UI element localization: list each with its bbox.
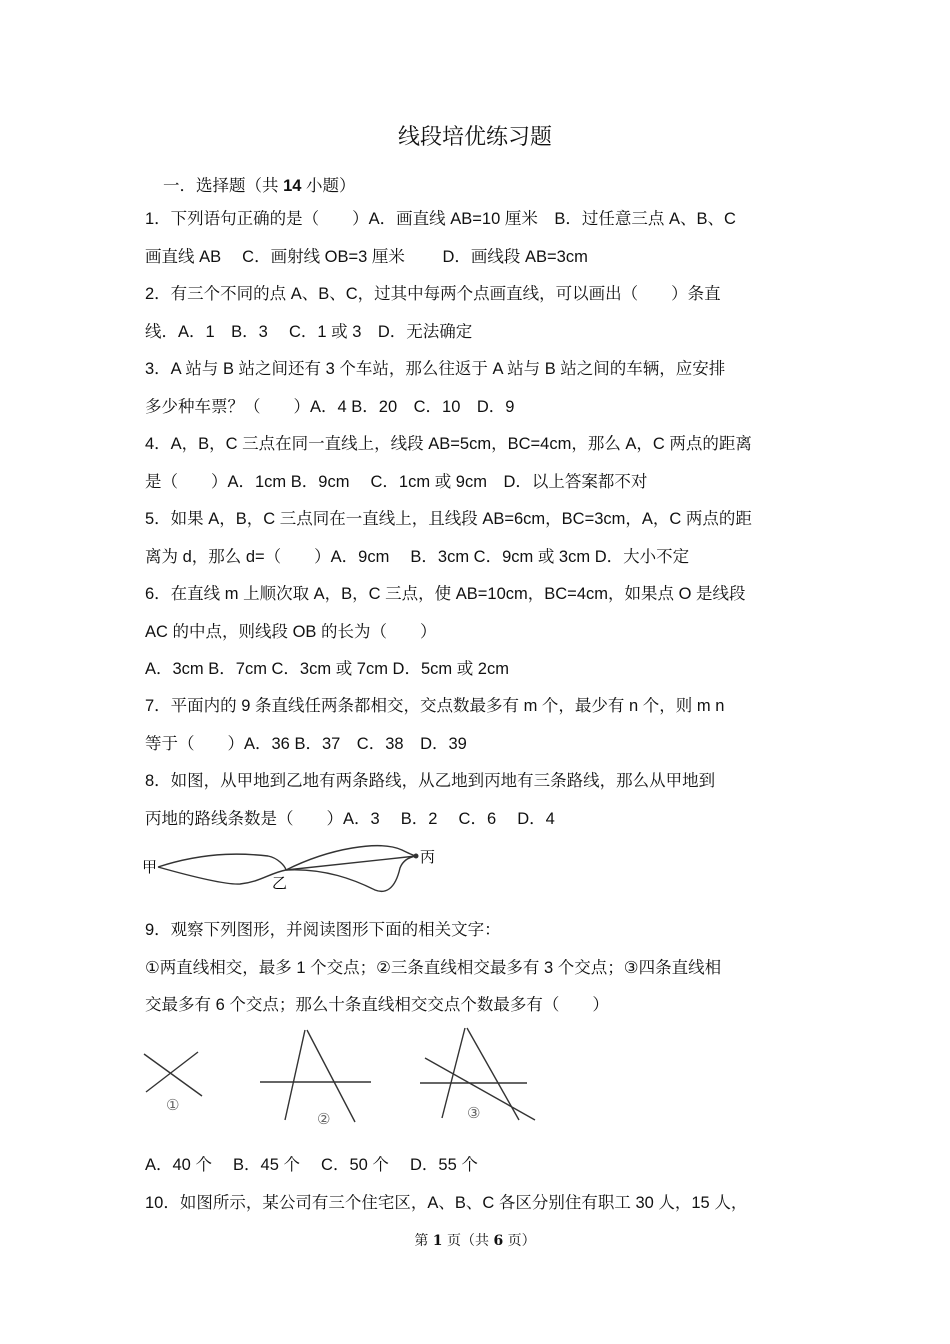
question-line: A．40 个 B．45 个 C．50 个 D．55 个	[145, 1156, 478, 1174]
question-line: 9．观察下列图形，并阅读图形下面的相关文字：	[145, 921, 501, 939]
question-line: 等于（ ）A．36 B．37 C．38 D．39	[145, 734, 467, 753]
figure-label-3: ③	[467, 1105, 481, 1122]
question-line: 5．如果 A，B，C 三点同在一直线上，且线段 AB=6cm，BC=3cm，A，C 两点的距	[145, 510, 752, 528]
question-line: 7．平面内的 9 条直线任两条都相交，交点数最多有 m 个，最少有 n 个，则 m n	[145, 697, 725, 715]
question-9-options	[145, 1147, 810, 1185]
question-line: 画直线 AB C．画射线 OB=3 厘米 D．画线段 AB=3cm	[145, 247, 588, 266]
question-line: 10．如图所示，某公司有三个住宅区，A、B、C 各区分别住有职工 30 人，15 人，	[145, 1194, 748, 1212]
question-8	[145, 763, 810, 838]
question-line: A．3cm B．7cm C．3cm 或 7cm D．5cm 或 2cm	[145, 660, 509, 678]
figure-label-2: ②	[317, 1111, 331, 1128]
question-line: 3．A 站与 B 站之间还有 3 个车站，那么往返于 A 站与 B 站之间的车辆，应安排	[145, 360, 726, 378]
question-line: 交最多有 6 个交点；那么十条直线相交交点个数最多有（ ）	[145, 996, 609, 1014]
page-footer: 第 1 页（共 6 页）	[414, 1233, 536, 1249]
question-line: 6．在直线 m 上顺次取 A，B，C 三点，使 AB=10cm，BC=4cm，如果点 O 是线段	[145, 585, 746, 603]
label-bing: 丙	[420, 848, 436, 866]
question-5	[145, 501, 810, 576]
section-heading: 一．选择题（共 14 小题）	[163, 177, 356, 195]
question-line: 离为 d，那么 d=（ ）A．9cm B．3cm C．9cm 或 3cm D．大小不定	[145, 547, 690, 566]
lines-figure-2	[255, 1028, 375, 1128]
question-line: AC 的中点，则线段 OB 的长为（ ）	[145, 622, 437, 641]
figure-label-1: ①	[166, 1097, 180, 1114]
question-1	[145, 201, 810, 276]
question-line: 1．下列语句正确的是（ ）A．画直线 AB=10 厘米 B．过任意三点 A、B、C	[145, 210, 736, 228]
question-3	[145, 351, 810, 426]
question-line: 2．有三个不同的点 A、B、C，过其中每两个点画直线，可以画出（ ）条直	[145, 285, 721, 303]
question-10	[145, 1185, 810, 1223]
question-line: 丙地的路线条数是（ ）A．3 B．2 C．6 D．4	[145, 809, 555, 828]
lines-figure-1	[140, 1050, 210, 1120]
page-title: 线段培优练习题	[397, 125, 552, 150]
label-yi: 乙	[272, 874, 288, 892]
question-line: 线．A．1 B．3 C．1 或 3 D．无法确定	[145, 322, 473, 341]
bing-point	[414, 854, 419, 859]
question-line: ①两直线相交，最多 1 个交点；②三条直线相交最多有 3 个交点；③四条直线相	[145, 958, 722, 977]
question-line: 是（ ）A．1cm B．9cm C．1cm 或 9cm D．以上答案都不对	[145, 472, 648, 491]
question-4	[145, 426, 810, 501]
question-9	[145, 912, 810, 1025]
question-line: 4．A，B，C 三点在同一直线上，线段 AB=5cm，BC=4cm，那么 A，C 两点的距离	[145, 435, 752, 453]
question-line: 多少种车票？（ ）A．4 B．20 C．10 D．9	[145, 397, 515, 416]
question-2	[145, 276, 810, 351]
question-6	[145, 576, 810, 689]
route-figure	[140, 840, 450, 895]
question-line: 8．如图，从甲地到乙地有两条路线，从乙地到丙地有三条路线，那么从甲地到	[145, 772, 716, 790]
label-jia: 甲	[142, 858, 158, 876]
lines-figure-3	[415, 1026, 540, 1128]
question-7	[145, 688, 810, 763]
